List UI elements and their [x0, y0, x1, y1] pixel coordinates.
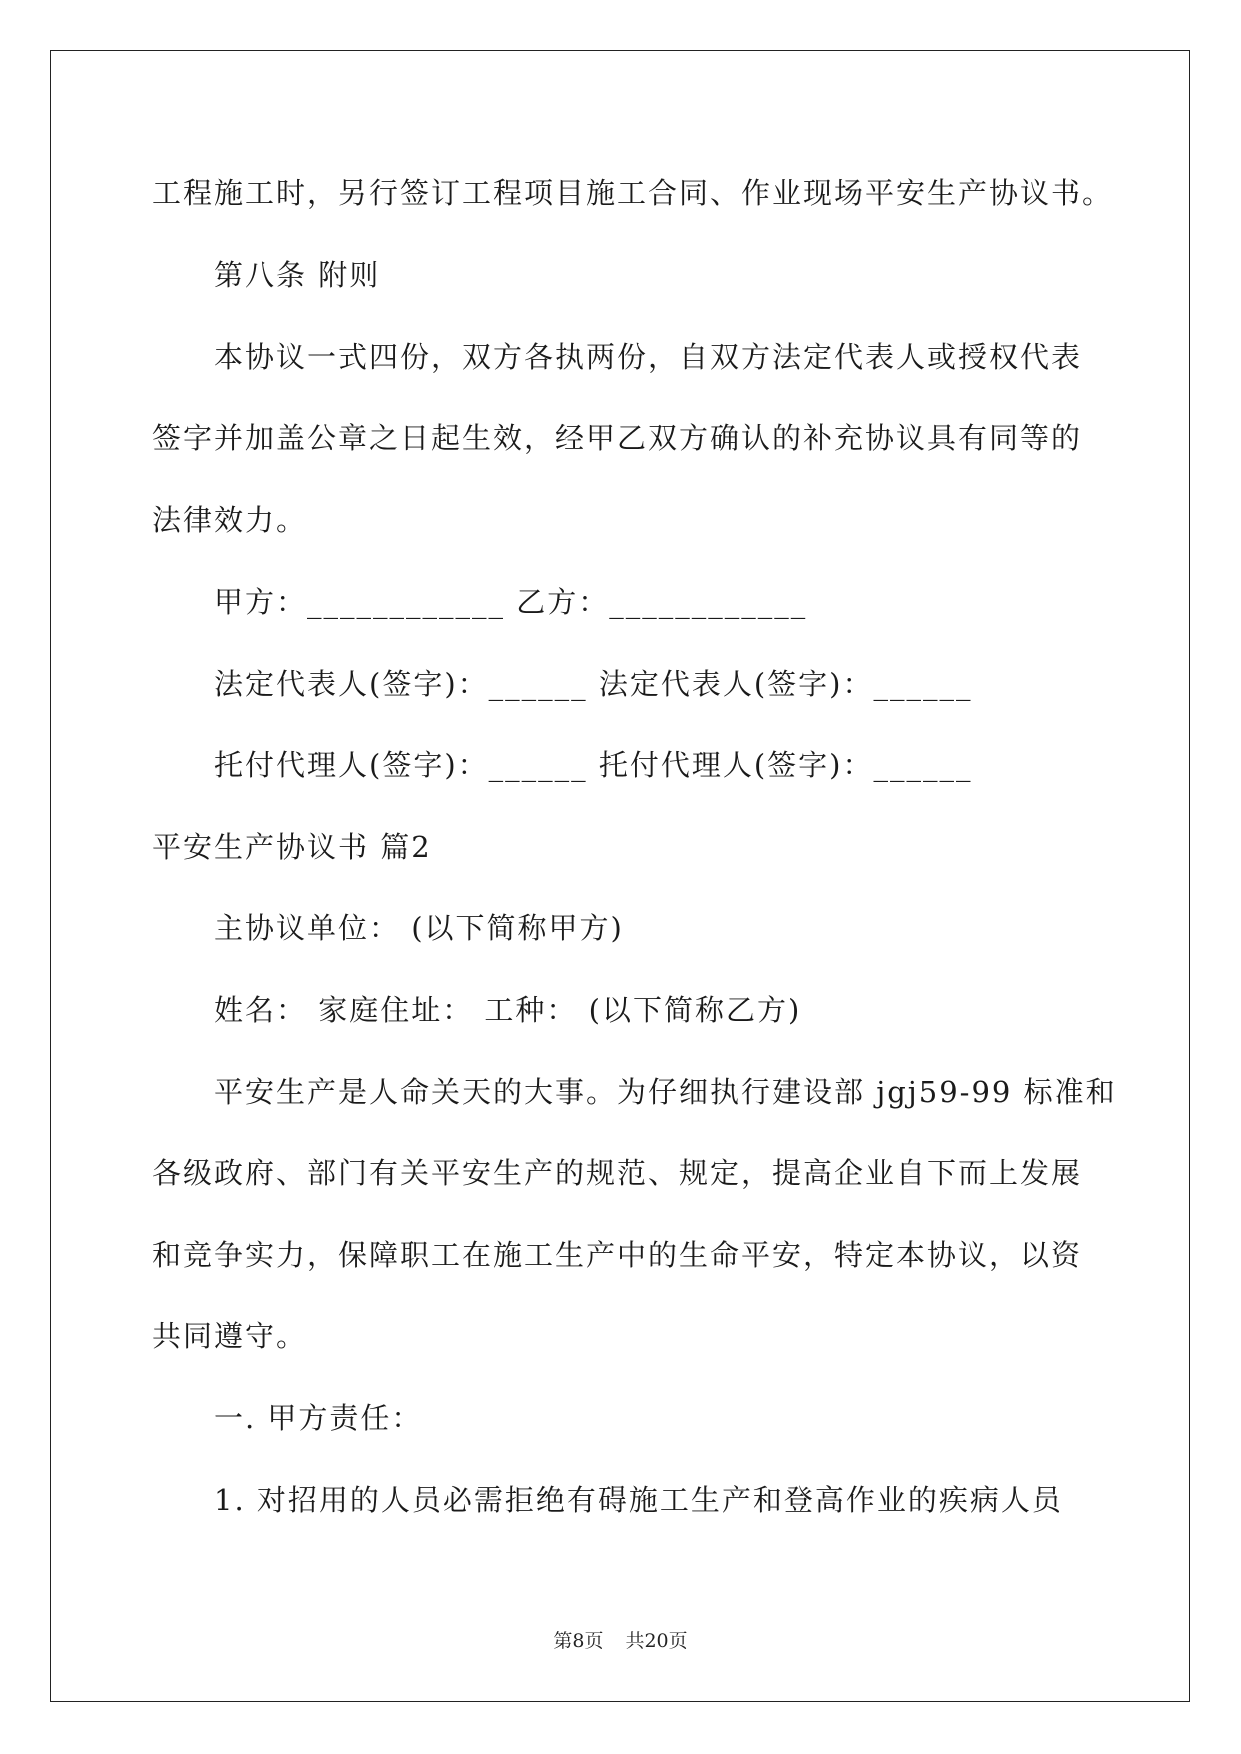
page-total: 共20页: [625, 1630, 688, 1652]
text-line: 和竞争实力，保障职工在施工生产中的生命平安，特定本协议，以资: [152, 1238, 1083, 1272]
page-number: 第8页: [553, 1630, 604, 1652]
subsection-heading: 一. 甲方责任：: [214, 1401, 423, 1435]
text-line: 平安生产是人命关天的大事。为仔细执行建设部 jgj59-99 标准和: [214, 1075, 1117, 1109]
text-line: 工程施工时，另行签订工程项目施工合同、作业现场平安生产协议书。: [152, 176, 1114, 210]
text-line: 法律效力。: [152, 503, 308, 537]
text-line: 姓名： 家庭住址： 工种： (以下简称乙方): [214, 993, 802, 1027]
section-title: 平安生产协议书 篇2: [152, 830, 432, 864]
page-footer: [0, 1629, 1241, 1653]
text-line: 本协议一式四份，双方各执两份，自双方法定代表人或授权代表: [214, 340, 1083, 374]
text-line: 各级政府、部门有关平安生产的规范、规定，提高企业自下而上发展: [152, 1156, 1083, 1190]
article-heading: 第八条 附则: [214, 258, 381, 292]
signature-line-legal-rep: 法定代表人(签字)：______ 法定代表人(签字)：______: [214, 667, 973, 701]
signature-line-parties: 甲方：____________ 乙方：____________: [214, 585, 808, 619]
text-line: 主协议单位： (以下简称甲方): [214, 911, 624, 945]
page-border: [50, 50, 1190, 1702]
signature-line-agent: 托付代理人(签字)：______ 托付代理人(签字)：______: [214, 748, 973, 782]
text-line: 签字并加盖公章之日起生效，经甲乙双方确认的补充协议具有同等的: [152, 421, 1083, 455]
text-line: 共同遵守。: [152, 1319, 308, 1353]
list-item: 1. 对招用的人员必需拒绝有碍施工生产和登高作业的疾病人员: [214, 1483, 1063, 1517]
